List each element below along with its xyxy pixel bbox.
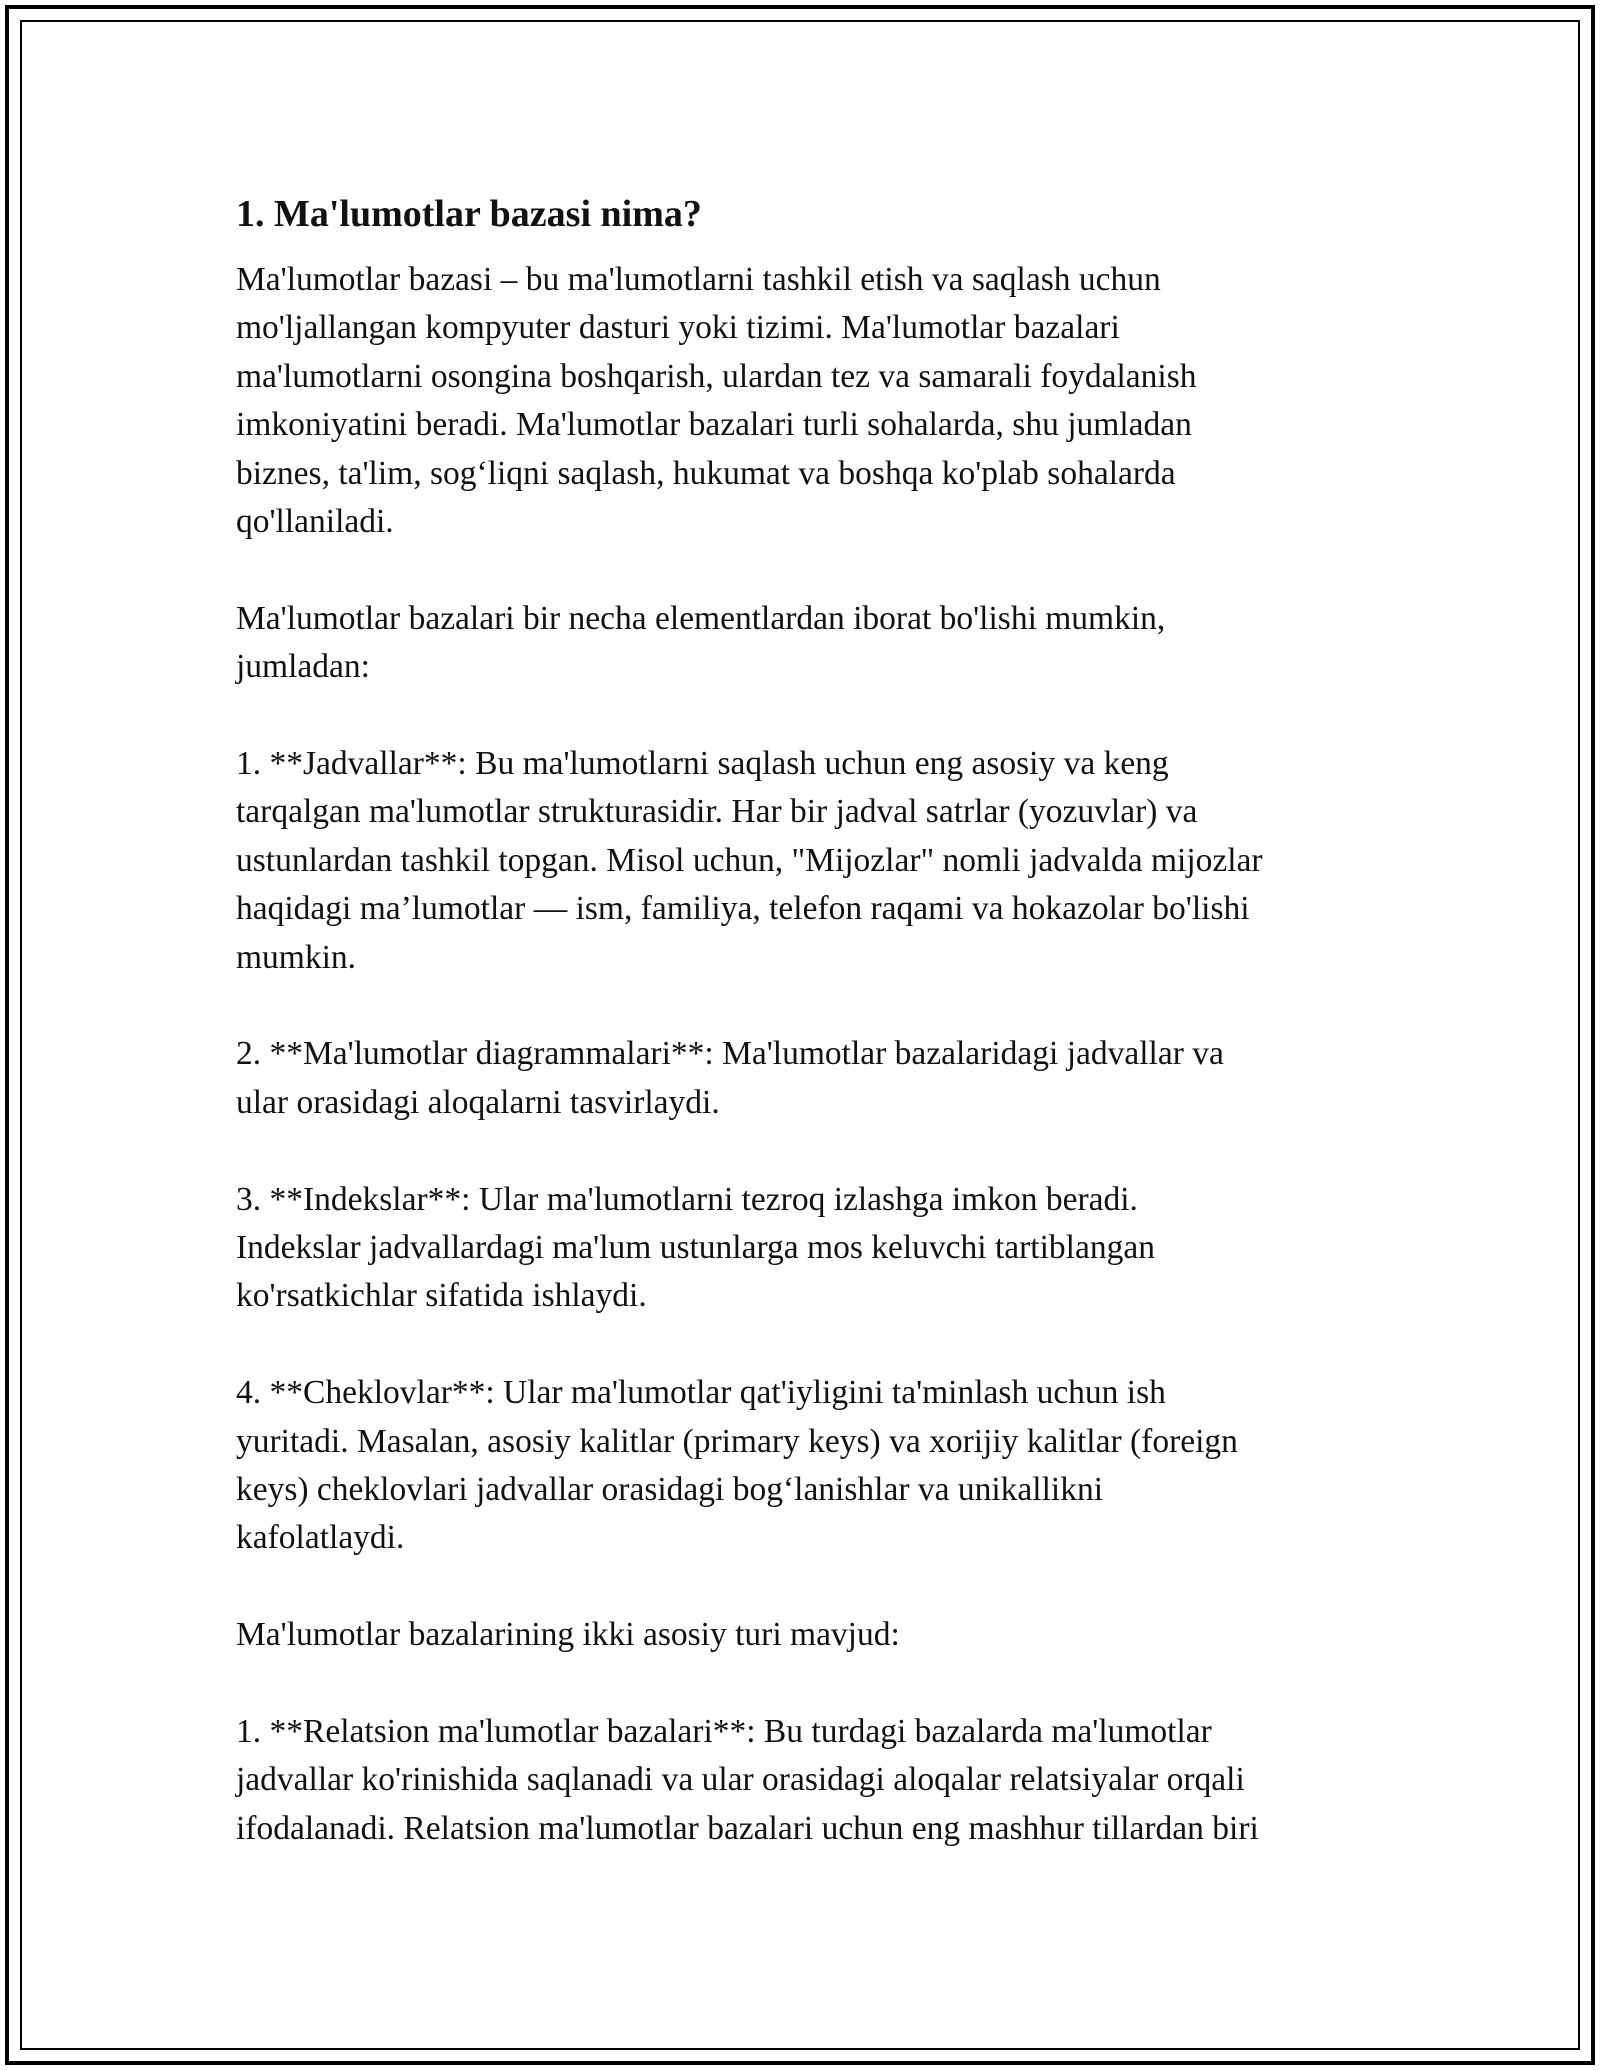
text-line: ma'lumotlarni osongina boshqarish, ulardan tez va samarali foydalanish xyxy=(236,357,1197,395)
paragraph xyxy=(236,1369,1386,1563)
text-line: Ma'lumotlar bazalari bir necha elementlardan iborat bo'lishi mumkin, xyxy=(236,599,1166,637)
paragraph xyxy=(236,1030,1386,1127)
text-line: ular orasidagi aloqalarni tasvirlaydi. xyxy=(236,1083,720,1121)
text-line: ustunlardan tashkil topgan. Misol uchun, "Mijozlar" nomli jadvalda mijozlar xyxy=(236,841,1263,879)
paragraph xyxy=(236,595,1386,692)
text-line: ifodalanadi. Relatsion ma'lumotlar bazalari uchun eng mashhur tillardan biri xyxy=(236,1809,1259,1847)
text-line: keys) cheklovlari jadvallar orasidagi bog‘lanishlar va unikallikni xyxy=(236,1471,1104,1509)
paragraph xyxy=(236,1611,1386,1659)
text-line: Ma'lumotlar bazasi – bu ma'lumotlarni tashkil etish va saqlash uchun xyxy=(236,261,1161,298)
text-line: biznes, ta'lim, sog‘liqni saqlash, hukumat va boshqa ko'plab sohalarda xyxy=(236,454,1176,492)
paragraph xyxy=(236,1708,1386,1853)
text-line: 4. **Cheklovlar**: Ular ma'lumotlar qat'iyligini ta'minlash uchun ish xyxy=(236,1374,1166,1412)
text-line: haqidagi ma’lumotlar — ism, familiya, telefon raqami va hokazolar bo'lishi xyxy=(236,890,1250,928)
text-line: ko'rsatkichlar sifatida ishlaydi. xyxy=(236,1277,647,1315)
text-line: jadvallar ko'rinishida saqlanadi va ular orasidagi aloqalar relatsiyalar orqali xyxy=(236,1761,1245,1799)
text-line: mumkin. xyxy=(236,938,357,976)
text-line: 3. **Indekslar**: Ular ma'lumotlarni tezroq izlashga imkon beradi. xyxy=(236,1180,1138,1218)
paragraph xyxy=(236,740,1386,982)
text-line: 1. **Jadvallar**: Bu ma'lumotlarni saqlash uchun eng asosiy va keng xyxy=(236,745,1169,783)
paragraph xyxy=(236,256,1386,546)
text-line: Ma'lumotlar bazalarining ikki asosiy turi mavjud: xyxy=(236,1616,900,1654)
text-line: mo'ljallangan kompyuter dasturi yoki tizimi. Ma'lumotlar bazalari xyxy=(236,309,1120,347)
document-body xyxy=(236,256,1386,1853)
text-line: yuritadi. Masalan, asosiy kalitlar (primary keys) va xorijiy kalitlar (foreign xyxy=(236,1422,1238,1460)
paragraph xyxy=(236,1176,1386,1321)
text-line: tarqalgan ma'lumotlar strukturasidir. Har bir jadval satrlar (yozuvlar) va xyxy=(236,793,1198,831)
text-line: Indekslar jadvallardagi ma'lum ustunlarga mos keluvchi tartiblangan xyxy=(236,1229,1155,1267)
text-line: 1. **Relatsion ma'lumotlar bazalari**: Bu turdagi bazalarda ma'lumotlar xyxy=(236,1713,1212,1751)
document-title: 1. Ma'lumotlar bazasi nima? xyxy=(236,193,702,235)
document-content xyxy=(236,188,1386,1902)
text-line: qo'llaniladi. xyxy=(236,503,394,541)
text-line: imkoniyatini beradi. Ma'lumotlar bazalari turli sohalarda, shu jumladan xyxy=(236,406,1192,444)
text-line: jumladan: xyxy=(236,648,370,686)
text-line: 2. **Ma'lumotlar diagrammalari**: Ma'lumotlar bazalaridagi jadvallar va xyxy=(236,1035,1224,1073)
text-line: kafolatlaydi. xyxy=(236,1519,405,1557)
